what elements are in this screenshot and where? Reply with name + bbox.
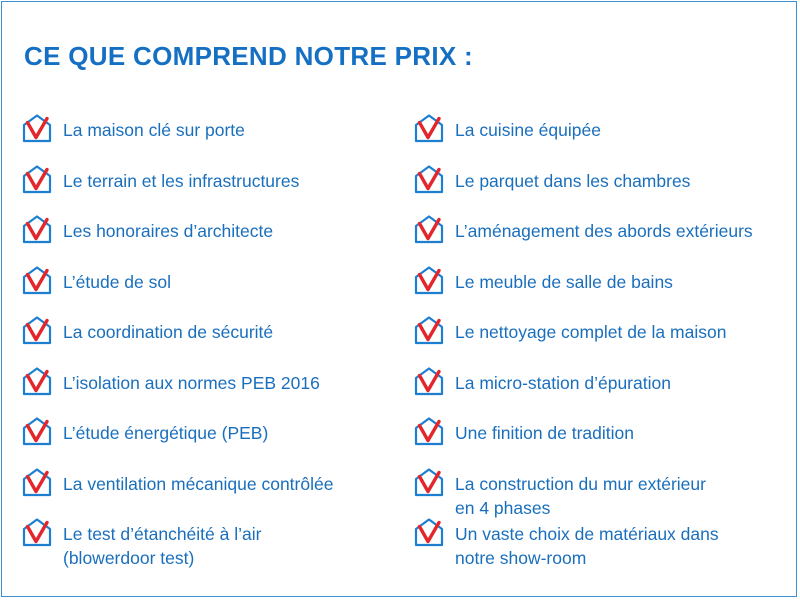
item-label: L’étude énergétique (PEB) (63, 423, 269, 443)
item-label: L’isolation aux normes PEB 2016 (63, 372, 320, 393)
item-label: La cuisine équipée (455, 120, 601, 140)
list-item (414, 265, 794, 316)
list-item (22, 315, 402, 366)
list-item (22, 113, 402, 164)
list-item (414, 113, 794, 164)
item-label: Le nettoyage complet de la maison (455, 322, 727, 342)
item-label: La ventilation mécanique contrôlée (63, 473, 334, 494)
house-check-icon (22, 265, 52, 295)
house-check-icon (22, 164, 52, 194)
house-check-icon (22, 517, 52, 547)
list-item (414, 315, 794, 366)
house-check-icon (414, 113, 444, 143)
house-check-icon (22, 214, 52, 244)
list-item (22, 265, 402, 316)
item-label: Les honoraires d’architecte (63, 221, 274, 241)
list-item (22, 467, 402, 518)
list-item (22, 164, 402, 215)
item-label: La micro-station d’épuration (455, 372, 671, 393)
item-label: L’aménagement des abords extérieurs (455, 221, 753, 241)
item-label: Le terrain et les infrastructures (63, 170, 300, 191)
house-check-icon (414, 366, 444, 396)
house-check-icon (414, 467, 444, 497)
right-column (414, 113, 794, 568)
list-item (414, 467, 794, 518)
list-item (414, 366, 794, 417)
house-check-icon (22, 366, 52, 396)
item-label: Le parquet dans les chambres (455, 170, 691, 191)
list-item (414, 517, 794, 568)
house-check-icon (414, 265, 444, 295)
left-column (22, 113, 402, 568)
item-label: La construction du mur extérieur en 4 phases (455, 473, 706, 518)
item-label: L’étude de sol (63, 271, 172, 292)
house-check-icon (22, 315, 52, 345)
list-item (22, 214, 402, 265)
list-item (22, 366, 402, 417)
item-label: Un vaste choix de matériaux dans notre show-room (455, 524, 719, 568)
page-title: CE QUE COMPREND NOTRE PRIX : (24, 41, 473, 71)
house-check-icon (22, 467, 52, 497)
house-check-icon (22, 113, 52, 143)
list-item (414, 416, 794, 467)
list-item (22, 416, 402, 467)
house-check-icon (414, 315, 444, 345)
house-check-icon (414, 517, 444, 547)
item-label: La coordination de sécurité (63, 322, 274, 342)
item-label: La maison clé sur porte (63, 120, 245, 140)
item-label: Le meuble de salle de bains (455, 271, 673, 292)
item-label: Une finition de tradition (455, 423, 634, 443)
list-item (22, 517, 402, 568)
item-label: Le test d’étanchéité à l’air (blowerdoor test) (63, 524, 262, 568)
house-check-icon (22, 416, 52, 446)
list-item (414, 164, 794, 215)
house-check-icon (414, 164, 444, 194)
list-item (414, 214, 794, 265)
house-check-icon (414, 214, 444, 244)
house-check-icon (414, 416, 444, 446)
